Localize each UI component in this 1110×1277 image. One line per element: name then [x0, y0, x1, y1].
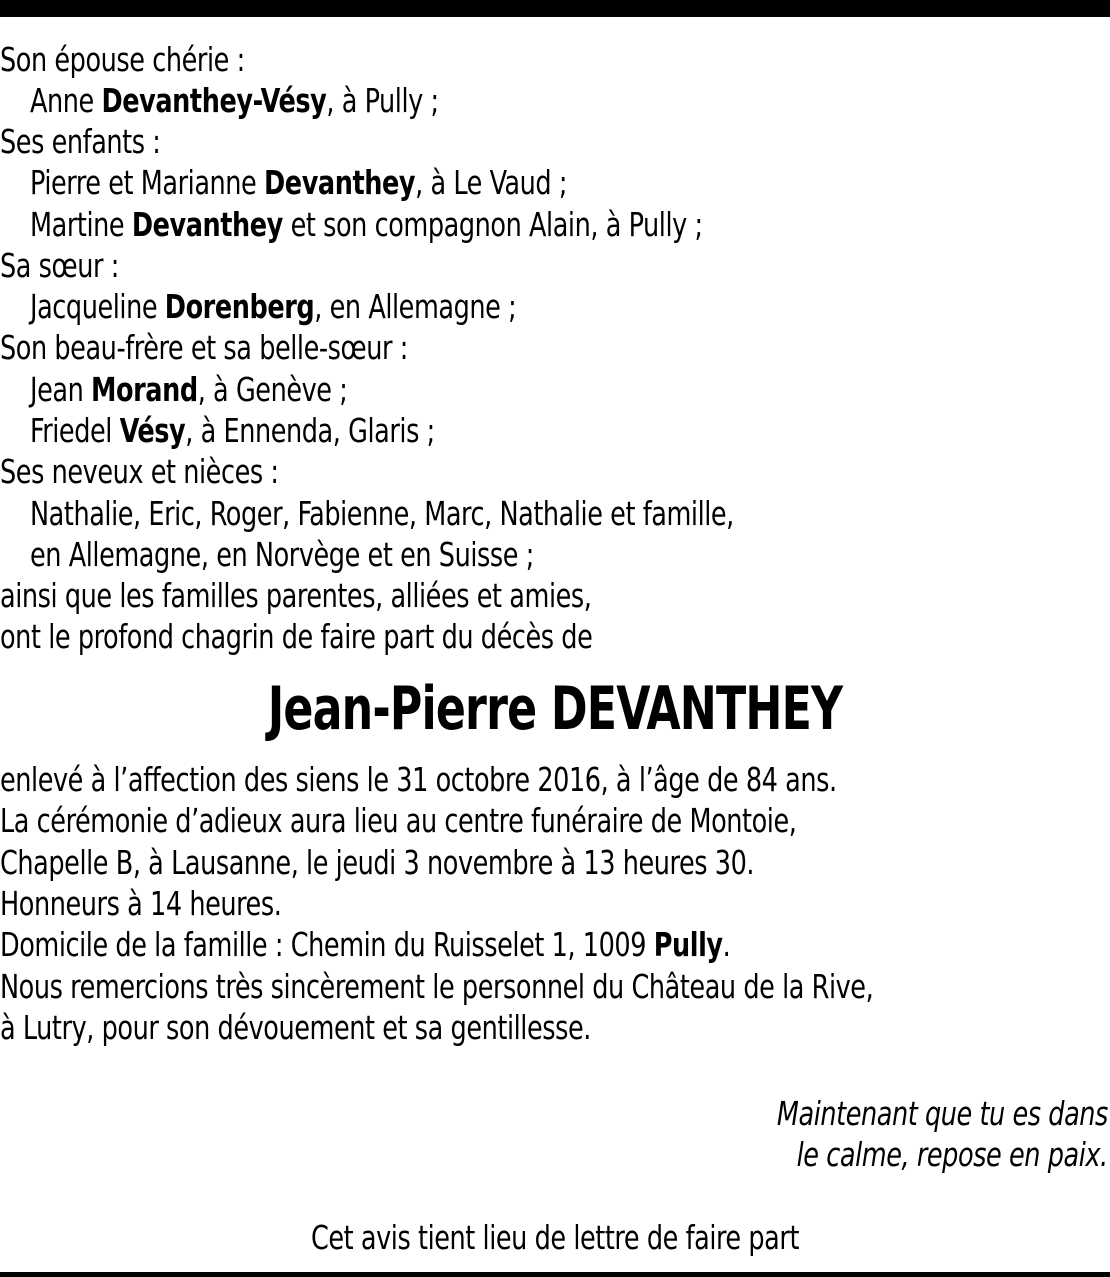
top-rule — [0, 0, 1110, 17]
quote-line-1: Maintenant que tu es dans — [776, 1094, 1108, 1133]
sister-line: Jacqueline Dorenberg, en Allemagne ; — [30, 287, 517, 326]
heading-spouse: Son épouse chérie : — [0, 40, 245, 79]
announcement-line: ont le profond chagrin de faire part du décès de — [0, 617, 593, 656]
in-law-line-2: Friedel Vésy, à Ennenda, Glaris ; — [30, 411, 435, 450]
domicile-line: Domicile de la famille : Chemin du Ruisselet 1, 1009 Pully. — [0, 925, 731, 964]
thanks-line-1: Nous remercions très sincèrement le personnel du Château de la Rive, — [0, 967, 874, 1006]
footer-note: Cet avis tient lieu de lettre de faire part — [310, 1218, 800, 1257]
surname: Devanthey-Vésy — [101, 81, 327, 120]
surname: Dorenberg — [164, 287, 315, 326]
thanks-line-2: à Lutry, pour son dévouement et sa gentillesse. — [0, 1008, 591, 1047]
ceremony-line-1: La cérémonie d’adieux aura lieu au centre funéraire de Montoie, — [0, 801, 797, 840]
surname: Devanthey — [264, 163, 416, 202]
nephews-line-2: en Allemagne, en Norvège et en Suisse ; — [30, 535, 534, 574]
in-law-line-1: Jean Morand, à Genève ; — [30, 370, 348, 409]
heading-nephews-nieces: Ses neveux et nièces : — [0, 452, 279, 491]
town-name: Pully — [653, 925, 723, 964]
honours-line: Honneurs à 14 heures. — [0, 884, 282, 923]
surname: Vésy — [119, 411, 186, 450]
surname: Morand — [91, 370, 198, 409]
spouse-line: Anne Devanthey-Vésy, à Pully ; — [30, 81, 439, 120]
surname: Devanthey — [131, 205, 283, 244]
heading-sister: Sa sœur : — [0, 246, 119, 285]
families-line: ainsi que les familles parentes, alliées et amies, — [0, 576, 592, 615]
death-line: enlevé à l’affection des siens le 31 octobre 2016, à l’âge de 84 ans. — [0, 760, 837, 799]
child-line-1: Pierre et Marianne Devanthey, à Le Vaud ; — [30, 163, 568, 202]
nephews-line-1: Nathalie, Eric, Roger, Fabienne, Marc, Nathalie et famille, — [30, 494, 734, 533]
bottom-rule — [0, 1272, 1110, 1277]
heading-in-laws: Son beau-frère et sa belle-sœur : — [0, 328, 408, 367]
deceased-name: Jean-Pierre DEVANTHEY — [267, 674, 843, 744]
quote-line-2: le calme, repose en paix. — [796, 1135, 1108, 1174]
ceremony-line-2: Chapelle B, à Lausanne, le jeudi 3 novembre à 13 heures 30. — [0, 843, 755, 882]
heading-children: Ses enfants : — [0, 122, 161, 161]
child-line-2: Martine Devanthey et son compagnon Alain, à Pully ; — [30, 205, 703, 244]
